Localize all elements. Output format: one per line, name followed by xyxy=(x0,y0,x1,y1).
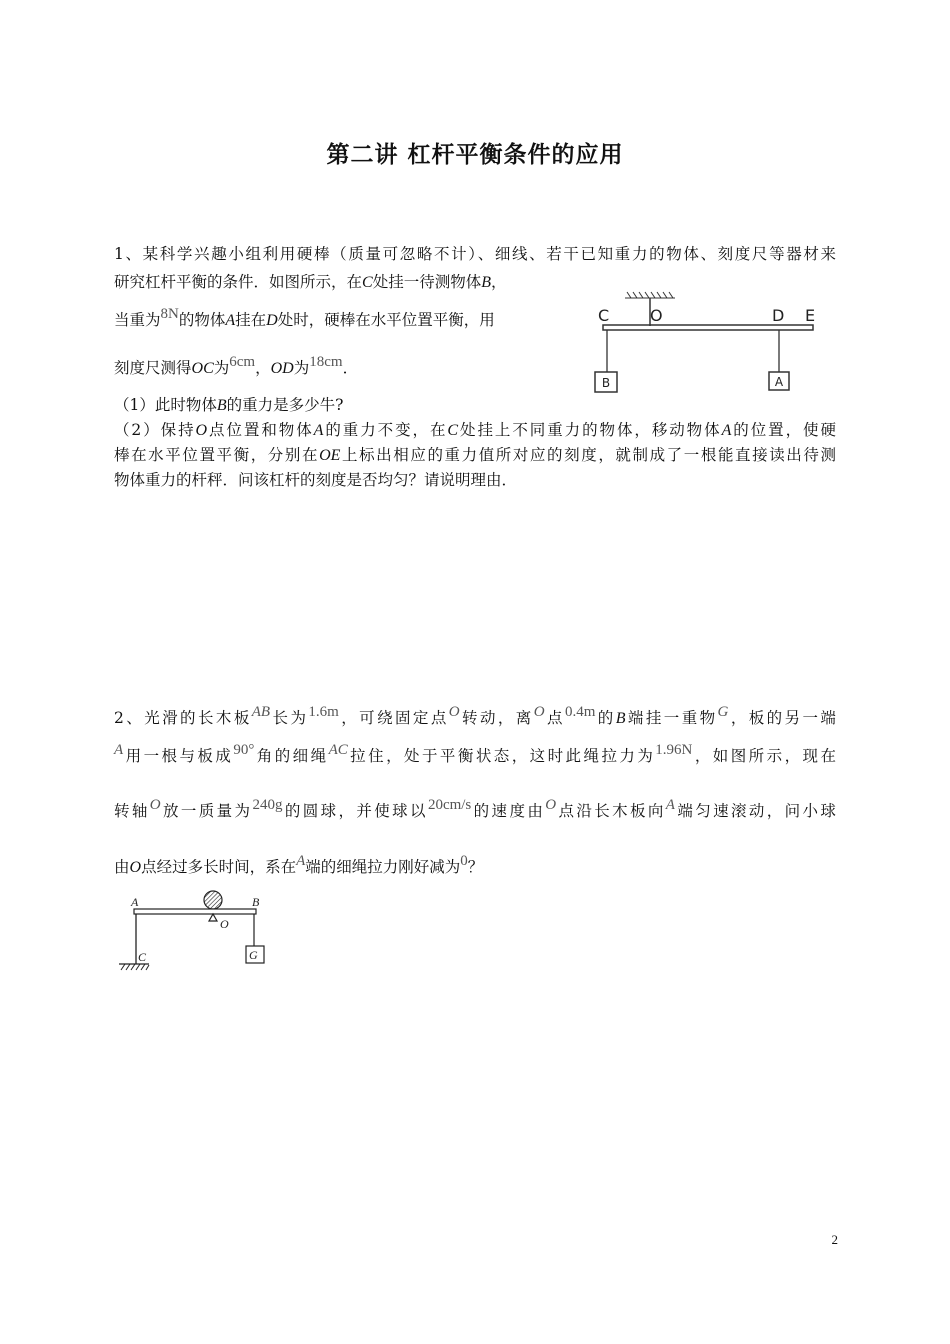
fig1-label-b: B xyxy=(601,376,611,390)
page-number: 2 xyxy=(831,1232,838,1247)
q1-line-1: 1、某科学兴趣小组利用硬棒（质量可忽略不计）、细线、若干已知重力的物体、刻度尺等器材来 xyxy=(114,245,836,263)
q1-line-2: 研究杠杆平衡的条件．如图所示，在C处挂一待测物体B， xyxy=(114,273,507,291)
q2-line-1: 2、光滑的长木板AB长为1.6m，可绕固定点O转动，离O点0.4m的B端挂一重物G，板的另一端 xyxy=(114,704,836,727)
fig2-label-b: B xyxy=(252,895,260,909)
fig2-label-o: O xyxy=(220,917,229,931)
q2-board-figure xyxy=(114,890,274,980)
q1-sub-question-1: （1）此时物体B的重力是多少牛? xyxy=(114,396,344,414)
q1-sub-question-2-line-1: （2）保持O点位置和物体A的重力不变，在C处挂上不同重力的物体，移动物体A的位置，使硬 xyxy=(114,421,836,439)
fig1-label-c: C xyxy=(598,306,610,325)
fig1-label-a: A xyxy=(774,375,784,389)
q2-line-3: 转轴O放一质量为240g的圆球，并使球以20cm/s的速度由O点沿长木板向A端匀速滚动，问小球 xyxy=(114,797,836,820)
q2-line-2: A用一根与板成90°角的细绳AC拉住，处于平衡状态，这时此绳拉力为1.96N，如图所示，现在 xyxy=(114,742,836,765)
pivot-icon xyxy=(209,914,217,921)
fig1-label-d: D xyxy=(772,306,785,325)
q1-sub-question-2-line-3: 物体重力的杆秤．问该杠杆的刻度是否均匀？请说明理由． xyxy=(114,471,518,489)
fig2-label-g: G xyxy=(249,948,258,962)
ball-icon xyxy=(204,891,222,909)
q1-line-3: 当重为8N的物体A挂在D处时，硬棒在水平位置平衡，用 xyxy=(114,306,495,329)
q1-line-4: 刻度尺测得OC为6cm，OD为18cm． xyxy=(114,354,359,377)
fig1-label-e: E xyxy=(805,306,816,325)
fig1-label-o: O xyxy=(650,306,663,325)
q1-lever-figure xyxy=(585,288,830,398)
q2-line-4: 由O点经过多长时间，系在A端的细绳拉力刚好减为0？ xyxy=(114,853,484,876)
page-title: 第二讲 杠杆平衡条件的应用 xyxy=(326,142,624,168)
fig2-label-c: C xyxy=(138,950,147,964)
q1-sub-question-2-line-2: 棒在水平位置平衡，分别在OE上标出相应的重力值所对应的刻度，就制成了一根能直接读出待测 xyxy=(114,446,836,464)
fig2-label-a: A xyxy=(131,895,139,909)
